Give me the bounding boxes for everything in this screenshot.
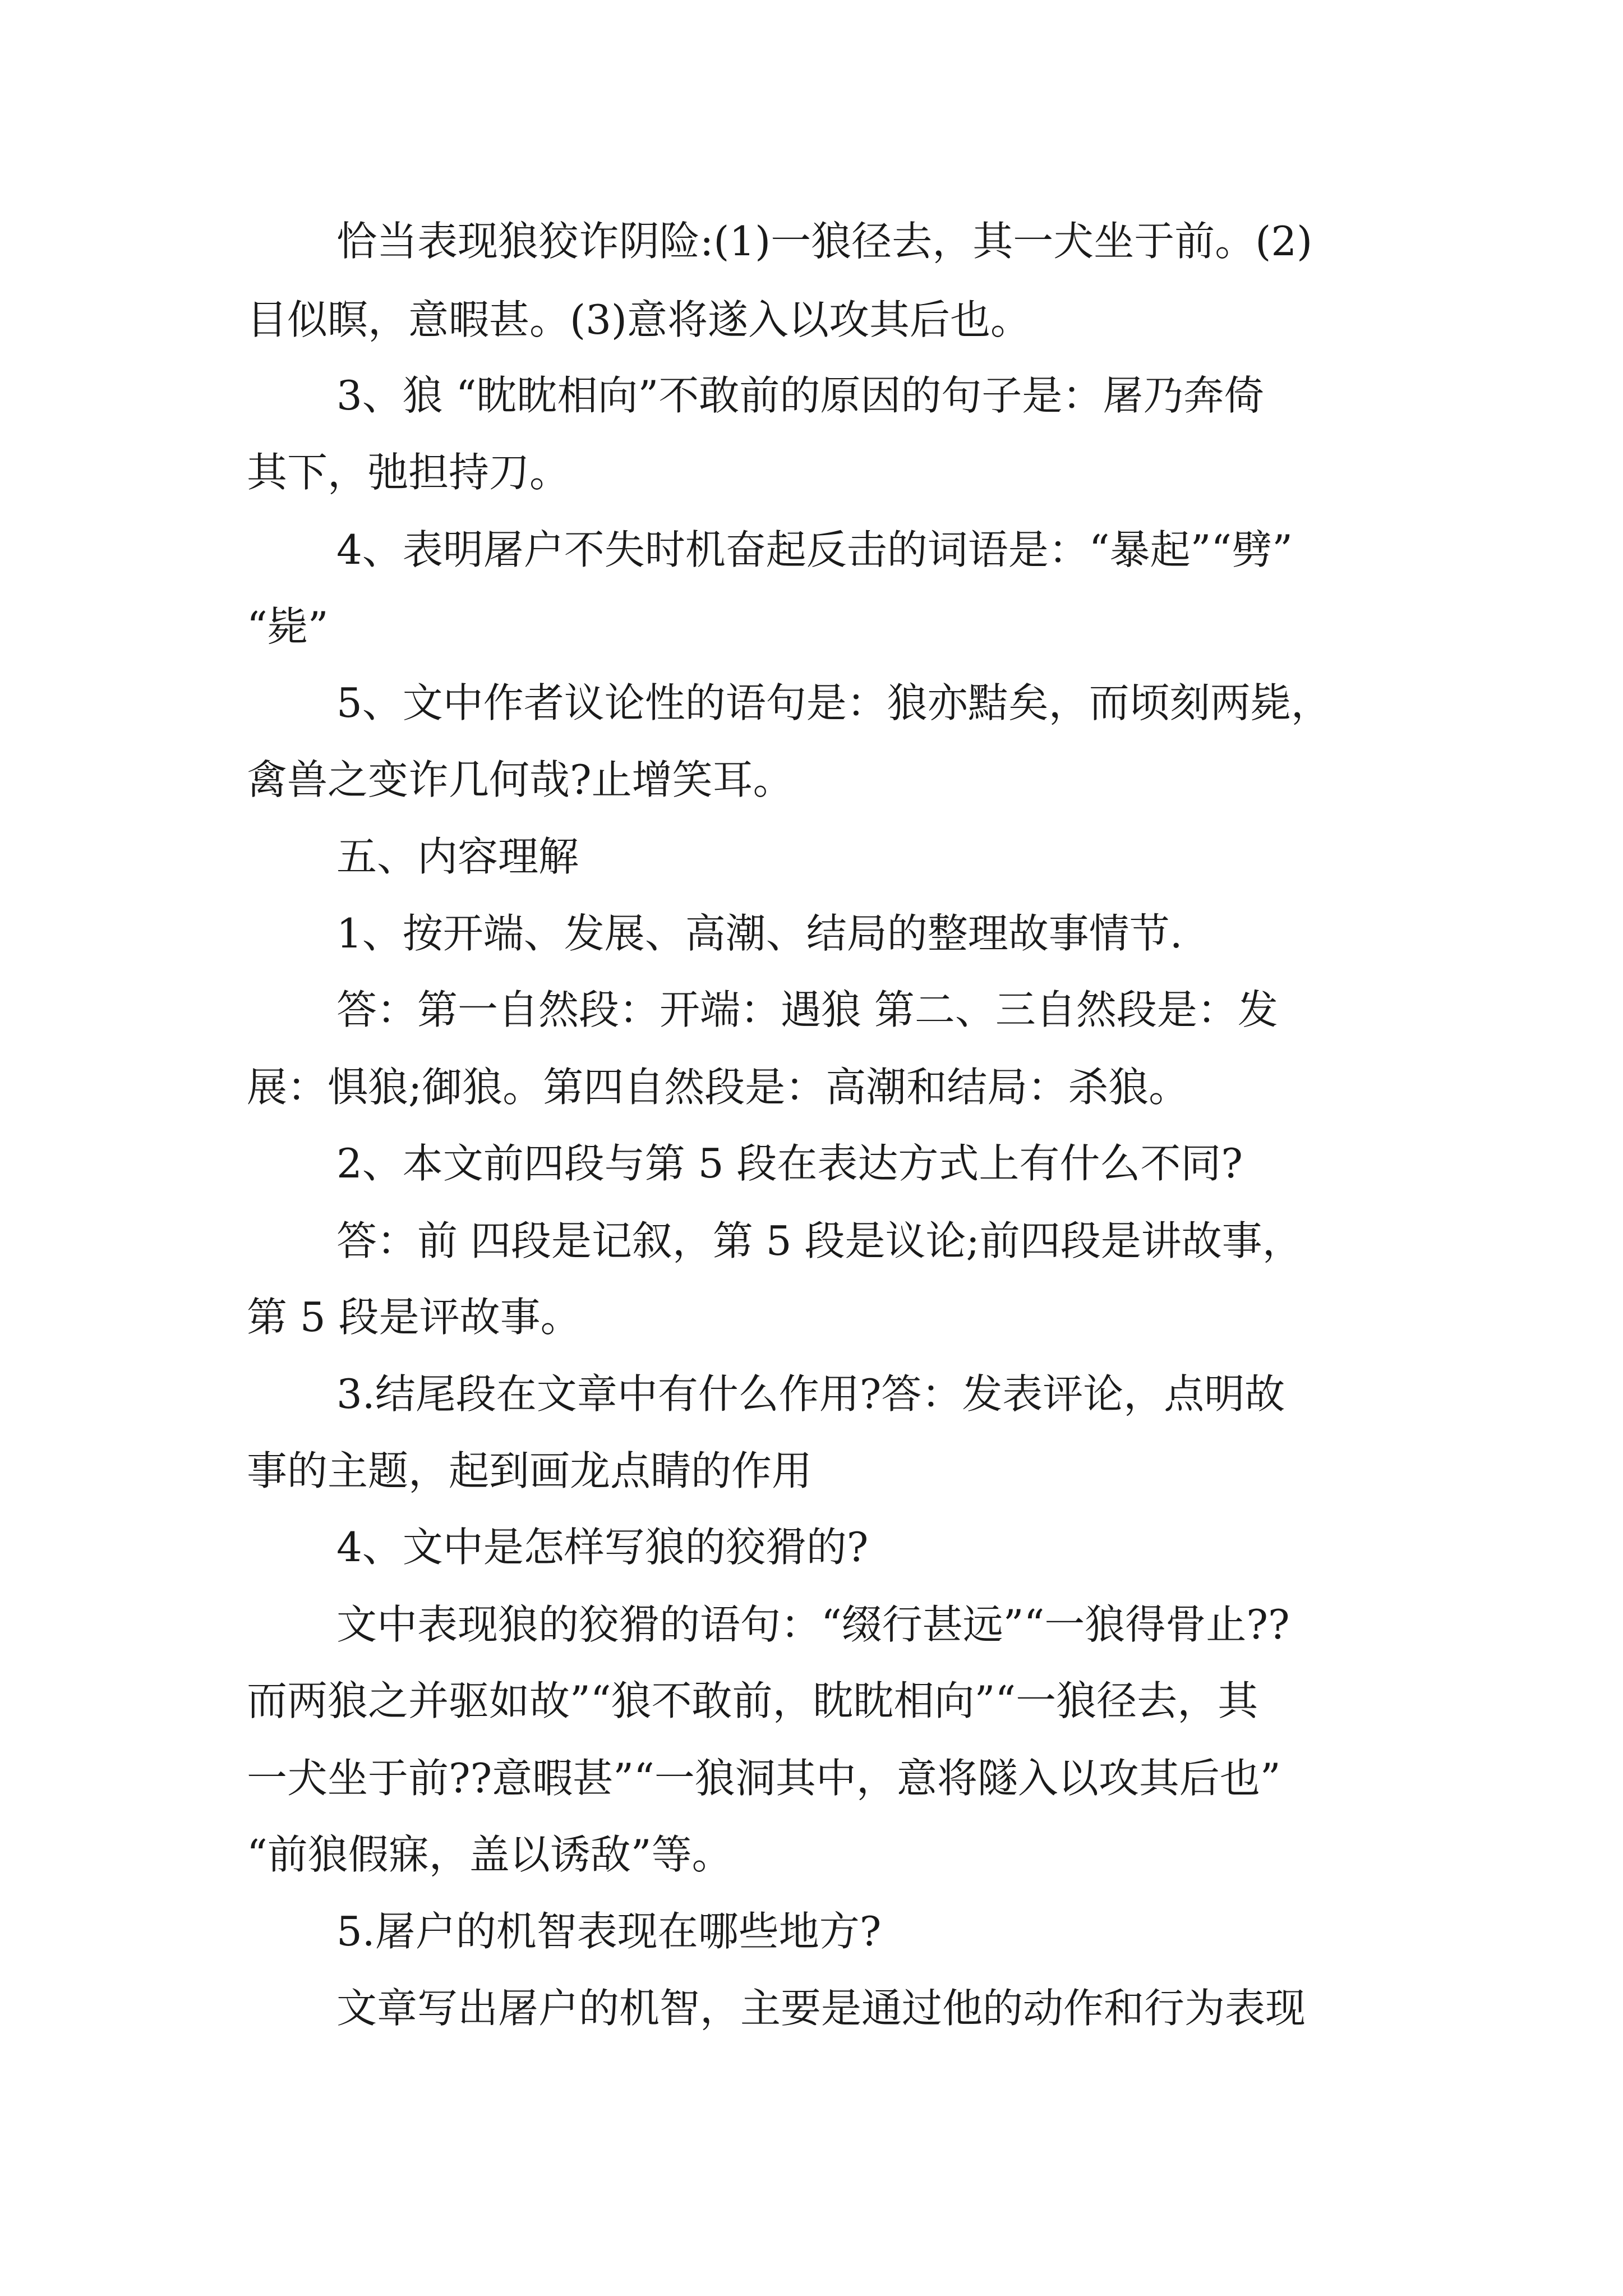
text-line: 4、表明屠户不失时机奋起反击的词语是：“暴起”“劈”	[336, 526, 1293, 573]
text-line: 展：惧狼;御狼。第四自然段是：高潮和结局：杀狼。	[247, 1064, 1189, 1111]
text-line: “前狼假寐，盖以诱敌”等。	[247, 1831, 732, 1878]
text-line: 2、本文前四段与第 5 段在表达方式上有什么不同?	[336, 1140, 1243, 1187]
text-line: 答：第一自然段：开端：遇狼 第二、三自然段是：发	[336, 986, 1278, 1033]
text-line: 3.结尾段在文章中有什么作用?答：发表评论，点明故	[336, 1370, 1285, 1418]
text-line: 文章写出屠户的机智，主要是通过他的动作和行为表现	[336, 1985, 1306, 2032]
text-line: 禽兽之变诈几何哉?止增笑耳。	[247, 756, 794, 803]
text-line: 第 5 段是评故事。	[247, 1294, 581, 1341]
text-line: 答：前 四段是记叙，第 5 段是议论;前四段是讲故事，	[336, 1217, 1303, 1264]
text-line: 目似瞑，意暇甚。(3)意将遂入以攻其后也。	[247, 296, 1031, 343]
text-line: 恰当表现狼狡诈阴险:(1)一狼径去，其一犬坐于前。(2)	[336, 218, 1313, 265]
section-heading: 五、内容理解	[336, 833, 579, 880]
text-line: 5、文中作者议论性的语句是：狼亦黠矣，而顷刻两毙，	[336, 679, 1331, 726]
text-line: “毙”	[247, 603, 329, 650]
text-line: 5.屠户的机智表现在哪些地方?	[336, 1908, 882, 1955]
text-line: 1、按开端、发展、高潮、结局的整理故事情节.	[336, 910, 1183, 957]
text-line: 4、文中是怎样写狼的狡猾的?	[336, 1524, 869, 1571]
text-line: 一犬坐于前??意暇甚”“一狼洞其中，意将隧入以攻其后也”	[247, 1755, 1281, 1802]
text-line: 3、狼 “眈眈相向”不敢前的原因的句子是：屠乃奔倚	[336, 372, 1265, 419]
text-line: 而两狼之并驱如故”“狼不敢前，眈眈相向”“一狼径去，其	[247, 1677, 1258, 1724]
text-line: 其下，弛担持刀。	[247, 449, 570, 496]
text-line: 文中表现狼的狡猾的语句：“缀行甚远”“一狼得骨止??	[336, 1601, 1290, 1648]
text-line: 事的主题，起到画龙点睛的作用	[247, 1447, 813, 1494]
